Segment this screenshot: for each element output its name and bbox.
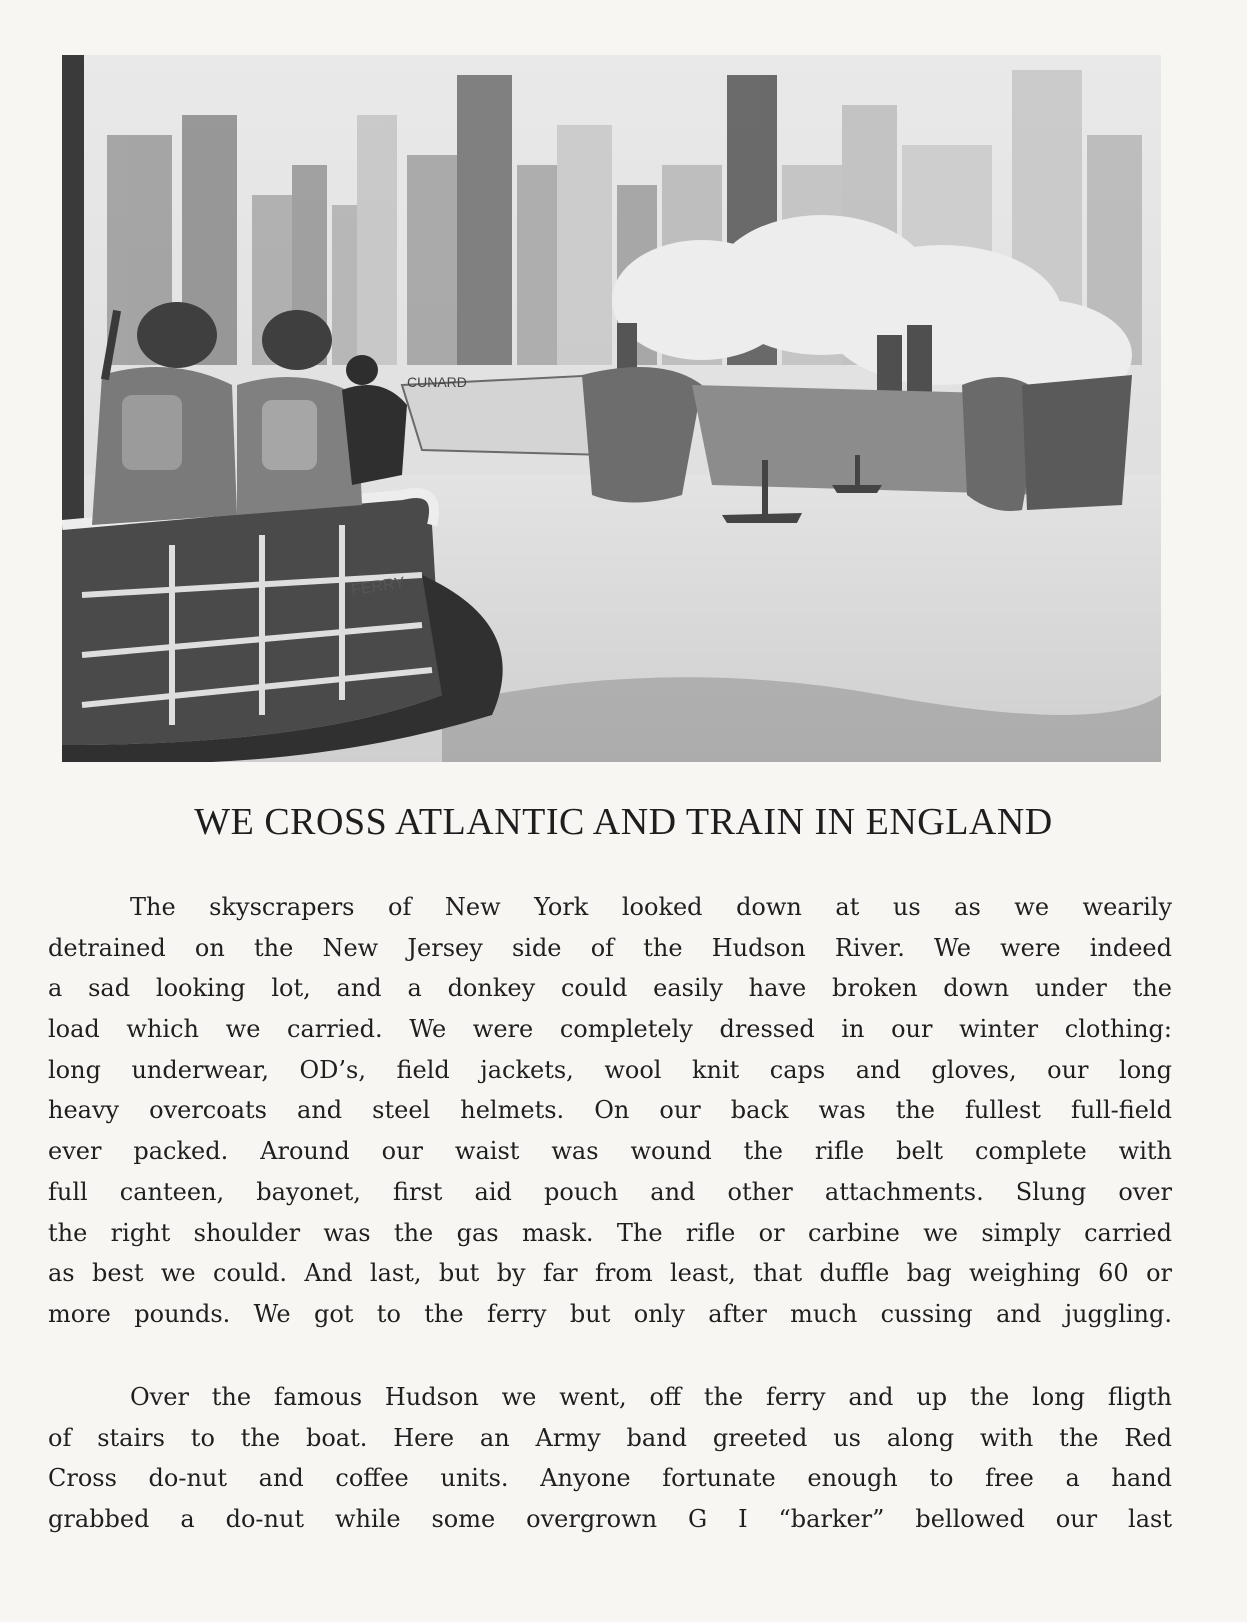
harbor-illustration	[62, 55, 1161, 762]
paragraph-line: load which we carried. We were completely dressed in our winter clothing:	[48, 1015, 1172, 1044]
paragraph-2	[48, 1377, 1172, 1540]
harbor-scene-drawing	[62, 55, 1161, 762]
paragraph-line: ever packed. Around our waist was wound the rifle belt complete with	[48, 1137, 1172, 1166]
paragraph-line: grabbed a do-nut while some overgrown G I “barker” bellowed our last	[48, 1505, 1172, 1534]
paragraph-line: a sad looking lot, and a donkey could easily have broken down under the	[48, 974, 1172, 1003]
page-title: WE CROSS ATLANTIC AND TRAIN IN ENGLAND	[194, 801, 1053, 843]
svg-text:FERRY: FERRY	[350, 574, 406, 599]
paragraph-line: Over the famous Hudson we went, off the ferry and up the long fligth	[130, 1383, 1172, 1411]
paragraph-line: Cross do-nut and coffee units. Anyone fortunate enough to free a hand	[48, 1464, 1172, 1493]
cunard-liner	[402, 374, 607, 455]
paragraph-line: detrained on the New Jersey side of the Hudson River. We were indeed	[48, 933, 1172, 962]
paragraph-line: full canteen, bayonet, first aid pouch and other attachments. Slung over	[48, 1177, 1172, 1206]
paragraph-line: more pounds. We got to the ferry but only after much cussing and juggling.	[48, 1299, 1172, 1328]
paragraph-1	[48, 887, 1172, 1335]
paragraph-line: of stairs to the boat. Here an Army band greeted us along with the Red	[48, 1423, 1172, 1452]
paragraph-line: heavy overcoats and steel helmets. On our back was the fullest full-field	[48, 1096, 1172, 1125]
paragraph-line: long underwear, OD’s, field jackets, wool knit caps and gloves, our long	[48, 1055, 1172, 1084]
paragraph-line: The skyscrapers of New York looked down at us as we wearily	[130, 893, 1172, 921]
paragraph-line: as best we could. And last, but by far from least, that duffle bag weighing 60 or	[48, 1259, 1172, 1288]
paragraph-line: the right shoulder was the gas mask. The rifle or carbine we simply carried	[48, 1218, 1172, 1247]
svg-text:CUNARD: CUNARD	[407, 374, 467, 390]
